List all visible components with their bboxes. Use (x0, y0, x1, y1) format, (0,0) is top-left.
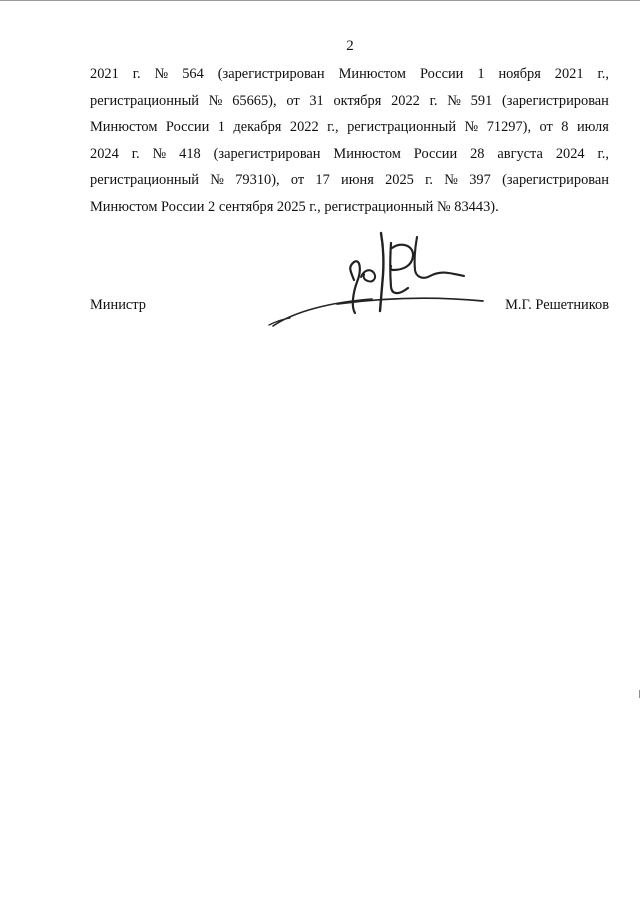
body-line-6: Минюстом России 2 сентября 2025 г., регистрационный № 83443). (90, 198, 499, 215)
top-border (0, 0, 640, 1)
body-line-2: регистрационный № 65665), от 31 октября 2022 г. № 591 (зарегистрирован (90, 92, 609, 109)
body-line-4: 2024 г. № 418 (зарегистрирован Минюстом России 28 августа 2024 г., (90, 145, 609, 162)
body-line-5: регистрационный № 79310), от 17 июня 2025 г. № 397 (зарегистрирован (90, 172, 609, 189)
document-body (90, 61, 609, 221)
body-line-3: Минюстом России 1 декабря 2022 г., регистрационный № 71297), от 8 июля (90, 119, 609, 136)
signatory-title: Министр (90, 297, 146, 313)
body-line-1: 2021 г. № 564 (зарегистрирован Минюстом России 1 ноября 2021 г., (90, 66, 609, 82)
page-number: 2 (346, 38, 354, 54)
signatory-name: М.Г. Решетников (505, 297, 609, 313)
handwritten-signature (260, 225, 490, 335)
